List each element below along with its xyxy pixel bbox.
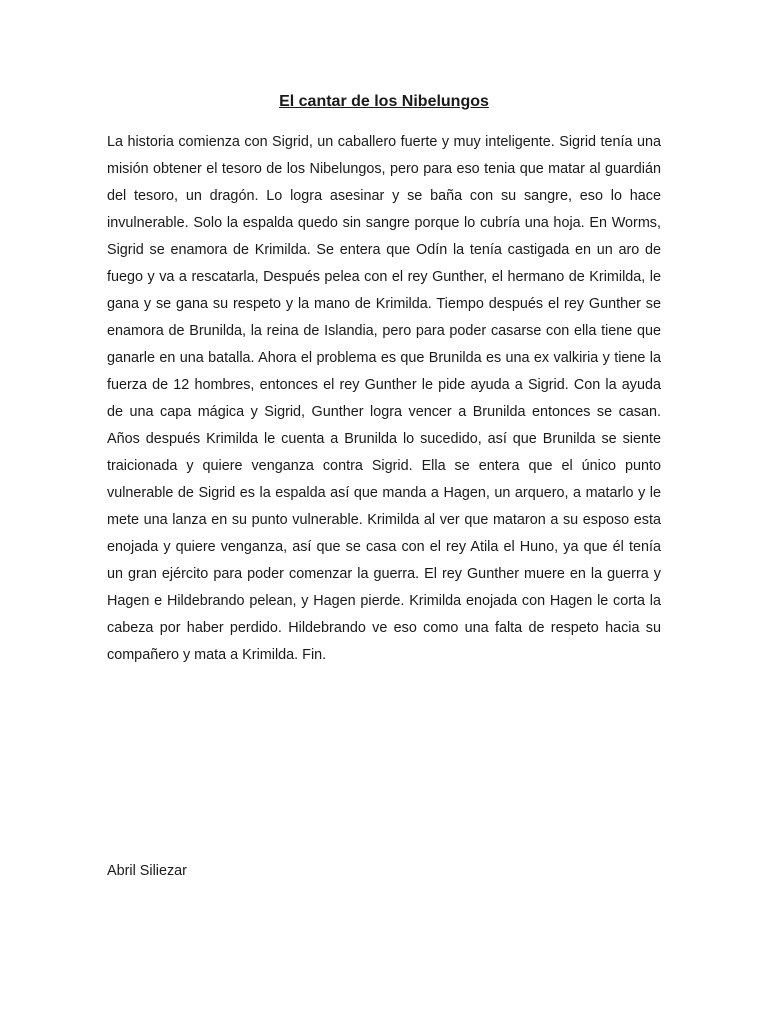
- document-body-paragraph: La historia comienza con Sigrid, un caballero fuerte y muy inteligente. Sigrid tenía una misión obtener el tesoro de los Nibelungos, pero para eso tenia que matar al guardián del tesoro, un dragón. Lo logra asesinar y se baña con su sangre, eso lo hace invulnerable. Solo la espalda quedo sin sangre porque lo cubría una hoja. En Worms, Sigrid se enamora de Krimilda. Se entera que Odín la tenía castigada en un aro de fuego y va a rescatarla, Después pelea con el rey Gunther, el hermano de Krimilda, le gana y se gana su respeto y la mano de Krimilda. Tiempo después el rey Gunther se enamora de Brunilda, la reina de Islandia, pero para poder casarse con ella tiene que ganarle en una batalla. Ahora el problema es que Brunilda es una ex valkiria y tiene la fuerza de 12 hombres, entonces el rey Gunther le pide ayuda a Sigrid. Con la ayuda de una capa mágica y Sigrid, Gunther logra vencer a Brunilda entonces se casan. Años después Krimilda le cuenta a Brunilda lo sucedido, así que Brunilda se siente traicionada y quiere venganza contra Sigrid. Ella se entera que el único punto vulnerable de Sigrid es la espalda así que manda a Hagen, un arquero, a matarlo y le mete una lanza en su punto vulnerable. Krimilda al ver que mataron a su esposo esta enojada y quiere venganza, así que se casa con el rey Atila el Huno, ya que él tenía un gran ejército para poder comenzar la guerra. El rey Gunther muere en la guerra y Hagen e Hildebrando pelean, y Hagen pierde. Krimilda enojada con Hagen le corta la cabeza por haber perdido. Hildebrando ve eso como una falta de respeto hacia su compañero y mata a Krimilda. Fin.: [107, 134, 661, 663]
- document-title: El cantar de los Nibelungos: [279, 93, 489, 110]
- author-signature: Abril Siliezar: [107, 863, 187, 879]
